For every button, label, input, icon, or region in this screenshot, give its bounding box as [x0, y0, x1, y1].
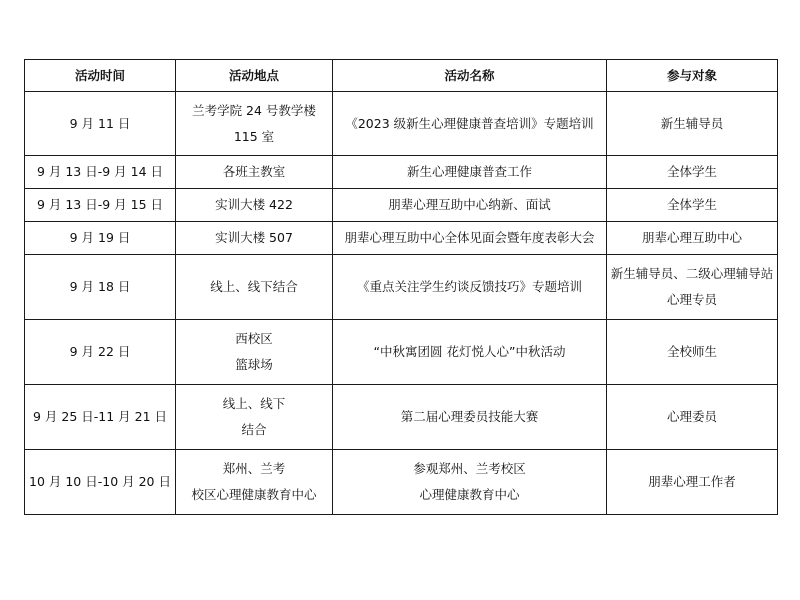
cell-text: 《重点关注学生约谈反馈技巧》专题培训 — [356, 279, 582, 294]
cell-time — [25, 385, 176, 450]
cell-place — [176, 385, 333, 450]
cell-place — [176, 320, 333, 385]
cell-audience — [607, 320, 778, 385]
cell-text: 各班主教室 — [222, 164, 286, 179]
cell-text: 《2023 级新生心理健康普查培训》专题培训 — [345, 115, 594, 131]
cell-text: 9 月 11 日 — [69, 115, 131, 131]
header-activity-place: 活动地点 — [176, 60, 333, 92]
table-row — [25, 320, 778, 385]
table-row — [25, 156, 778, 189]
cell-text: 9 月 22 日 — [69, 344, 131, 359]
cell-activity-name — [333, 450, 607, 515]
cell-text: 心理健康教育中心 — [419, 487, 520, 502]
cell-text: 参观郑州、兰考校区 — [413, 461, 526, 476]
cell-activity-name — [333, 222, 607, 255]
cell-text: 新生心理健康普查工作 — [406, 164, 532, 179]
cell-text: 结合 — [241, 422, 267, 437]
header-activity-name: 活动名称 — [333, 60, 607, 92]
cell-text: 实训大楼 422 — [215, 197, 293, 212]
cell-audience — [607, 92, 778, 156]
cell-time — [25, 189, 176, 222]
cell-text: 115 室 — [233, 128, 275, 144]
cell-text: 全校师生 — [666, 344, 717, 359]
cell-text: 9 月 13 日-9 月 14 日 — [36, 164, 164, 179]
cell-audience — [607, 450, 778, 515]
cell-text: 9 月 18 日 — [69, 279, 131, 294]
table-header-row — [25, 60, 778, 92]
cell-time — [25, 450, 176, 515]
cell-audience — [607, 385, 778, 450]
header-participants: 参与对象 — [607, 60, 778, 92]
cell-text: 实训大楼 507 — [215, 230, 293, 245]
cell-text: 9 月 13 日-9 月 15 日 — [36, 197, 164, 212]
table-row — [25, 92, 778, 156]
cell-text: 朋辈心理互助中心 — [641, 230, 742, 245]
cell-text: 线上、线下 — [222, 396, 286, 411]
cell-activity-name — [333, 189, 607, 222]
cell-place — [176, 222, 333, 255]
cell-text: 朋辈心理互助中心全体见面会暨年度表彰大会 — [344, 230, 595, 245]
cell-audience — [607, 189, 778, 222]
cell-time — [25, 156, 176, 189]
cell-text: 朋辈心理工作者 — [648, 474, 736, 489]
cell-text: 朋辈心理互助中心纳新、面试 — [388, 197, 551, 212]
cell-place — [176, 189, 333, 222]
cell-time — [25, 222, 176, 255]
table-row — [25, 450, 778, 515]
cell-activity-name — [333, 92, 607, 156]
cell-time — [25, 320, 176, 385]
cell-text: 9 月 25 日-11 月 21 日 — [32, 409, 168, 424]
cell-text: 线上、线下结合 — [210, 279, 298, 294]
cell-activity-name — [333, 385, 607, 450]
cell-activity-name — [333, 255, 607, 320]
cell-time — [25, 255, 176, 320]
table-row — [25, 385, 778, 450]
cell-place — [176, 450, 333, 515]
cell-text: 第二届心理委员技能大赛 — [400, 409, 539, 424]
cell-text: 郑州、兰考 — [222, 461, 286, 476]
cell-text: 全体学生 — [666, 164, 717, 179]
cell-text: 篮球场 — [235, 357, 273, 372]
header-activity-time: 活动时间 — [25, 60, 176, 92]
cell-activity-name — [333, 320, 607, 385]
cell-audience — [607, 255, 778, 320]
cell-time — [25, 92, 176, 156]
cell-text: 心理委员 — [666, 409, 717, 424]
cell-text: 心理专员 — [666, 292, 717, 307]
cell-text: 新生辅导员、二级心理辅导站 — [610, 266, 774, 281]
cell-audience — [607, 222, 778, 255]
table-row — [25, 222, 778, 255]
cell-text: 10 月 10 日-10 月 20 日 — [29, 474, 171, 489]
cell-place — [176, 156, 333, 189]
activity-schedule-table — [24, 59, 778, 515]
cell-text: 西校区 — [235, 331, 273, 346]
cell-place — [176, 92, 333, 156]
cell-place — [176, 255, 333, 320]
cell-text: 全体学生 — [666, 197, 717, 212]
table-row — [25, 189, 778, 222]
cell-text: 9 月 19 日 — [69, 230, 131, 245]
cell-text: 兰考学院 24 号教学楼 — [192, 102, 316, 118]
table-row — [25, 255, 778, 320]
cell-text: “中秋寓团圆 花灯悦人心”中秋活动 — [373, 344, 566, 359]
cell-text: 新生辅导员 — [660, 115, 724, 131]
cell-activity-name — [333, 156, 607, 189]
cell-text: 校区心理健康教育中心 — [191, 487, 317, 502]
cell-audience — [607, 156, 778, 189]
